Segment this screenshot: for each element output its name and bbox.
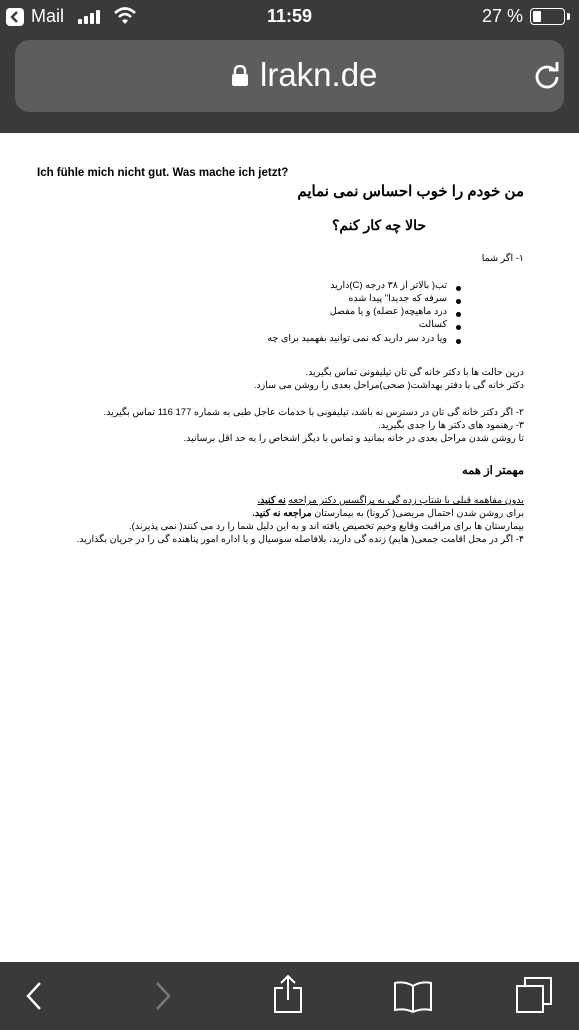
bullet-item: کسالت [418, 319, 447, 330]
heading-farsi-2: حالا چه کار کنم؟ [331, 217, 426, 233]
important-line-2 [252, 508, 524, 519]
back-to-app-label[interactable]: Mail [31, 6, 65, 26]
bullet-dot [456, 339, 461, 344]
book-icon[interactable] [393, 980, 433, 1014]
tabs-icon[interactable] [515, 976, 555, 1014]
reload-icon[interactable] [533, 61, 561, 91]
item-2: ۲- اگر دکتر خانه گی تان در دسترس نه باشد، تیلیفونی با خدمات عاجل طبی به شماره 177 116 تماس بگیرید. [103, 407, 524, 418]
important-line-3: بیمارستان ها برای مراقبت وقایع وخیم تخصیص یافته اند و به این دلیل شما را رد می کنند( نمی پذیرند). [129, 521, 524, 532]
forward-icon[interactable] [153, 980, 173, 1012]
important-line-1-text: بدون مفاهمه قبلی با شتاب زده گی به پراگسس دکتر مراجعه [288, 495, 524, 506]
bullet-dot [456, 312, 461, 317]
item-3: ۳- رهنمود های دکتر ها را جدی بگیرید. [378, 420, 524, 431]
clock: 11:59 [266, 6, 313, 26]
item-4: ۴- اگر در محل اقامت جمعی( هایم) زنده گی دارید، بلافاصله سوسیال و یا اداره امور پناهنده گی را در جریان بگذارید. [76, 534, 524, 545]
bullet-item: ویا درد سر دارید که نمی توانید بفهمید برای چه [267, 333, 447, 344]
important-line-1-emphasis: نه کنید. [257, 495, 286, 506]
browser-header [0, 34, 579, 133]
lock-icon [231, 65, 249, 87]
important-line-1 [257, 495, 524, 506]
paragraph-1-line-2: دکتر خانه گی با دفتر بهداشت( صحی)مراحل بعدی را روشن می سازد. [253, 380, 524, 391]
battery-icon [530, 8, 565, 25]
important-line-2-text: برای روشن شدن احتمال مریضی( کرونا) به بیمارستان [314, 508, 524, 519]
browser-toolbar [0, 962, 579, 1030]
item-3-continued: تا روشن شدن مراحل بعدی در خانه بمانید و تماس با دیگر اشخاص را به حد اقل برسانید. [183, 433, 524, 444]
address-domain[interactable]: lrakn.de [260, 56, 378, 93]
address-bar[interactable] [15, 40, 564, 112]
web-page [0, 133, 579, 962]
battery-percent: 27 % [482, 6, 524, 26]
bullet-dot [456, 299, 461, 304]
heading-german: Ich fühle mich nicht gut. Was mache ich jetzt? [37, 167, 289, 179]
item-1-intro: ۱- اگر شما [481, 253, 524, 264]
bullet-item: تب( بالاتر از ۳۸ درجه (C)دارید [330, 280, 447, 291]
heading-farsi-1: من خودم را خوب احساس نمی نمایم [297, 183, 524, 200]
share-icon[interactable] [272, 974, 304, 1014]
bullet-item: سرفه که جدیدا" پیدا شده [348, 293, 447, 304]
battery-tip [567, 13, 570, 20]
status-bar [0, 0, 579, 34]
paragraph-1-line-1: درین حالت ها با دکتر خانه گی تان تیلیفونی تماس بگیرید. [305, 367, 524, 378]
important-heading: مهمتر از همه [462, 465, 524, 477]
bullet-dot [456, 325, 461, 330]
important-line-2-emphasis: مراجعه نه کنید. [252, 508, 312, 519]
bullet-dot [456, 286, 461, 291]
bullet-item: درد ماهیچه( عضله) و یا مفصل [329, 306, 447, 317]
back-icon[interactable] [24, 980, 44, 1012]
